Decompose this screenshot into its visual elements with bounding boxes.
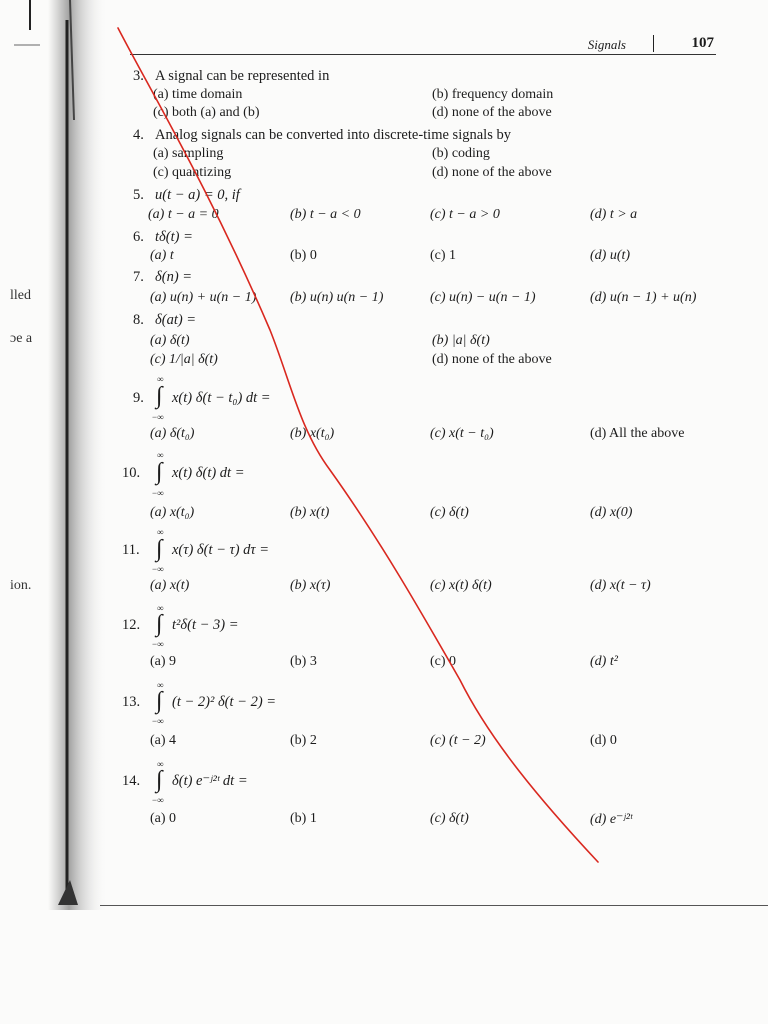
option-a: (a) x(t₀) (150, 505, 195, 520)
question-number: 3. (133, 68, 144, 84)
margin-fragment: ion. (10, 578, 32, 593)
integral-upper-limit: ∞ (157, 450, 164, 460)
option-a: (a) t − a = 0 (148, 207, 219, 222)
question-stem: tδ(t) = (155, 229, 193, 245)
question-number: 9. (133, 390, 144, 406)
integral-upper-limit: ∞ (157, 680, 164, 690)
question-stem: u(t − a) = 0, if (155, 187, 240, 203)
page-number: 107 (691, 35, 714, 51)
option-d: (d) x(0) (590, 505, 633, 520)
integral-sign: ∫ (156, 767, 163, 793)
option-a: (a) t (150, 248, 174, 263)
integral-sign: ∫ (156, 459, 163, 485)
option-d: (d) All the above (590, 426, 685, 441)
integral-upper-limit: ∞ (157, 603, 164, 613)
option-c: (c) (t − 2) (430, 733, 486, 748)
option-b: (b) 3 (290, 654, 317, 669)
question-stem: δ(t) e⁻ʲ²ᵗ dt = (172, 773, 248, 789)
question-stem: (t − 2)² δ(t − 2) = (172, 694, 277, 710)
question-number: 13. (122, 694, 141, 710)
integral-sign: ∫ (156, 688, 163, 714)
option-b: (b) coding (432, 146, 490, 161)
option-c: (c) t − a > 0 (430, 207, 500, 222)
option-a: (a) δ(t) (150, 333, 190, 348)
header-title: Signals (587, 37, 626, 52)
question-stem: A signal can be represented in (155, 68, 330, 84)
question-stem: x(t) δ(t − t₀) dt = (172, 390, 271, 406)
option-b: (b) 0 (290, 248, 317, 263)
integral-lower-limit: −∞ (152, 488, 164, 498)
option-c: (c) both (a) and (b) (153, 105, 260, 120)
question-stem: δ(n) = (155, 269, 193, 285)
option-b: (b) 1 (290, 811, 317, 826)
option-c: (c) 0 (430, 654, 457, 669)
option-c: (c) 1/|a| δ(t) (150, 352, 218, 367)
question-stem: δ(at) = (155, 312, 197, 328)
option-c: (c) x(t) δ(t) (430, 578, 492, 593)
option-d: (d) e⁻ʲ²ᵗ (590, 812, 633, 827)
option-b: (b) u(n) u(n − 1) (290, 290, 384, 305)
option-d: (d) u(t) (590, 248, 631, 263)
question-number: 11. (122, 542, 140, 558)
question-stem: Analog signals can be converted into discrete-time signals by (155, 127, 511, 143)
integral-sign: ∫ (156, 611, 163, 637)
option-d: (d) none of the above (432, 165, 552, 180)
option-c: (c) quantizing (153, 165, 232, 180)
integral-lower-limit: −∞ (152, 639, 164, 649)
integral-upper-limit: ∞ (157, 759, 164, 769)
question-number: 8. (133, 312, 144, 328)
option-b: (b) x(t) (290, 505, 330, 520)
question-stem: t²δ(t − 3) = (172, 617, 239, 633)
question-number: 5. (133, 187, 144, 203)
option-d: (d) 0 (590, 733, 617, 748)
option-d: (d) t > a (590, 207, 638, 222)
option-b: (b) |a| δ(t) (432, 333, 490, 348)
option-b: (b) x(τ) (290, 578, 331, 593)
option-b: (b) frequency domain (432, 87, 554, 102)
option-a: (a) 9 (150, 654, 177, 669)
option-a: (a) sampling (153, 146, 224, 161)
option-c: (c) δ(t) (430, 505, 469, 520)
question-number: 12. (122, 617, 141, 633)
option-b: (b) x(t₀) (290, 426, 335, 441)
margin-fragment: lled (10, 288, 31, 303)
question-number: 6. (133, 229, 144, 245)
question-stem: x(τ) δ(t − τ) dτ = (172, 542, 270, 558)
integral-upper-limit: ∞ (157, 374, 164, 384)
option-d: (d) u(n − 1) + u(n) (590, 290, 697, 305)
option-c: (c) 1 (430, 248, 457, 263)
integral-lower-limit: −∞ (152, 795, 164, 805)
option-d: (d) none of the above (432, 352, 552, 367)
option-d: (d) t² (590, 654, 618, 669)
question-number: 4. (133, 127, 144, 143)
integral-sign: ∫ (156, 536, 163, 562)
integral-sign: ∫ (156, 383, 163, 409)
margin-fragment: ɔe a (10, 331, 33, 346)
question-number: 14. (122, 773, 141, 789)
option-c: (c) u(n) − u(n − 1) (430, 290, 536, 305)
integral-lower-limit: −∞ (152, 564, 164, 574)
option-a: (a) 0 (150, 811, 177, 826)
option-d: (d) x(t − τ) (590, 578, 651, 593)
option-a: (a) u(n) + u(n − 1) (150, 290, 257, 305)
option-b: (b) t − a < 0 (290, 207, 361, 222)
question-number: 7. (133, 269, 144, 285)
integral-lower-limit: −∞ (152, 412, 164, 422)
option-d: (d) none of the above (432, 105, 552, 120)
option-c: (c) δ(t) (430, 811, 469, 826)
option-a: (a) x(t) (150, 578, 190, 593)
option-c: (c) x(t − t₀) (430, 426, 494, 441)
integral-lower-limit: −∞ (152, 716, 164, 726)
option-a: (a) 4 (150, 733, 177, 748)
option-b: (b) 2 (290, 733, 317, 748)
question-stem: x(t) δ(t) dt = (172, 465, 245, 481)
integral-upper-limit: ∞ (157, 527, 164, 537)
question-number: 10. (122, 465, 141, 481)
option-a: (a) time domain (153, 87, 243, 102)
option-a: (a) δ(t₀) (150, 426, 195, 441)
